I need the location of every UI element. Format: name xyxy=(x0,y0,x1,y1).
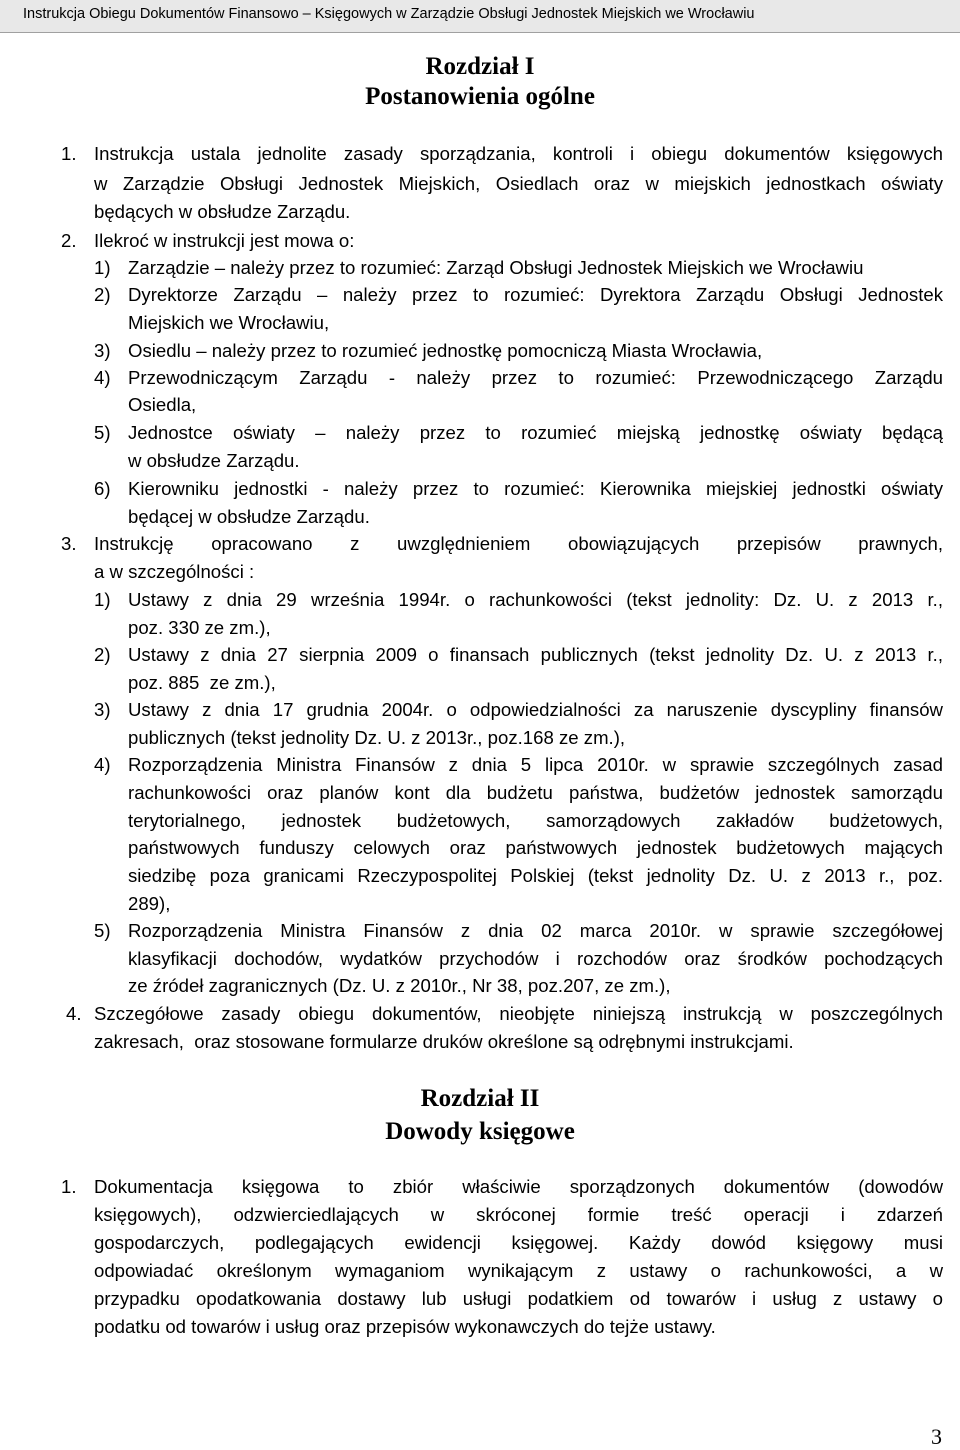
page-number: 3 xyxy=(931,1424,942,1449)
chapter-1-number: Rozdział I xyxy=(425,53,535,80)
list-item-line: Ustawy z dnia 27 sierpnia 2009 o finansach publicznych (tekst jednolity Dz. U. z 2013 r., xyxy=(128,644,943,665)
list-item-line: Rozporządzenia Ministra Finansów z dnia 5 lipca 2010r. w sprawie szczególnych zasad xyxy=(128,754,943,775)
paragraph-line: a w szczególności : xyxy=(94,561,255,582)
list-number: 3) xyxy=(94,340,111,361)
list-number: 1) xyxy=(94,257,111,278)
paragraph-line: Instrukcja ustala jednolite zasady sporządzania, kontroli i obiegu dokumentów księgowych xyxy=(94,143,943,164)
list-item-line: Dyrektorze Zarządu – należy przez to rozumieć: Dyrektora Zarządu Obsługi Jednostek xyxy=(128,284,943,305)
list-number: 4) xyxy=(94,367,111,388)
list-item-line: ze źródeł zagranicznych (Dz. U. z 2010r., Nr 38, poz.207, ze zm.), xyxy=(128,975,671,996)
list-number: 5) xyxy=(94,422,111,443)
paragraph-line: odpowiadać określonym wymaganiom wynikającym z ustawy o rachunkowości, a w xyxy=(94,1260,943,1281)
list-item-line: 289), xyxy=(128,893,171,914)
paragraph-line: Szczegółowe zasady obiegu dokumentów, nieobjęte niniejszą instrukcją w poszczególnych xyxy=(94,1003,943,1024)
chapter-1-title xyxy=(0,52,960,112)
list-item-line: siedzibę poza granicami Rzeczypospolitej Polskiej (tekst jednolity Dz. U. z 2013 r., poz. xyxy=(128,865,943,886)
chapter-2-title xyxy=(0,1082,960,1148)
chapter-1-name: Postanowienia ogólne xyxy=(365,83,595,110)
list-item-line: rachunkowości oraz planów kont dla budżetu państwa, budżetów jednostek samorządu xyxy=(128,782,943,803)
list-item-line: Kierowniku jednostki - należy przez to rozumieć: Kierownika miejskiej jednostki oświaty xyxy=(128,478,943,499)
paragraph-line: w Zarządzie Obsługi Jednostek Miejskich, Osiedlach oraz w miejskich jednostkach oświaty xyxy=(94,173,943,194)
list-item-line: będącej w obsłudze Zarządu. xyxy=(128,506,370,527)
list-number: 1) xyxy=(94,589,111,610)
section-number: 4. xyxy=(66,1003,82,1024)
paragraph-line: Ilekroć w instrukcji jest mowa o: xyxy=(94,230,355,251)
list-item-line: Rozporządzenia Ministra Finansów z dnia 02 marca 2010r. w sprawie szczegółowej xyxy=(128,920,943,941)
paragraph-line: będących w obsłudze Zarządu. xyxy=(94,201,351,222)
list-item-line: Ustawy z dnia 17 grudnia 2004r. o odpowiedzialności za naruszenie dyscypliny finansów xyxy=(128,699,943,720)
list-item-line: państwowych funduszy celowych oraz państwowych jednostek budżetowych mających xyxy=(128,837,943,858)
list-item-line: w obsłudze Zarządu. xyxy=(128,450,300,471)
paragraph-line: podatku od towarów i usług oraz przepisów wykonawczych do tejże ustawy. xyxy=(94,1316,716,1337)
list-item-line: publicznych (tekst jednolity Dz. U. z 2013r., poz.168 ze zm.), xyxy=(128,727,626,748)
paragraph-line: przypadku opodatkowania dostawy lub usługi podatkiem od towarów i usług z ustawy o xyxy=(94,1288,943,1309)
chapter-2-name: Dowody księgowe xyxy=(385,1118,575,1145)
list-number: 2) xyxy=(94,284,111,305)
list-item-line: Osiedlu – należy przez to rozumieć jednostkę pomocniczą Miasta Wrocławia, xyxy=(128,340,763,361)
section-number: 1. xyxy=(61,143,77,164)
list-item-line: Zarządzie – należy przez to rozumieć: Zarząd Obsługi Jednostek Miejskich we Wrocławiu xyxy=(128,257,864,278)
list-item-line: Miejskich we Wrocławiu, xyxy=(128,312,330,333)
list-item-line: Osiedla, xyxy=(128,394,197,415)
list-number: 3) xyxy=(94,699,111,720)
paragraph-line: gospodarczych, podlegających ewidencji księgowej. Każdy dowód księgowy musi xyxy=(94,1232,943,1253)
section-number: 1. xyxy=(61,1176,77,1197)
section-number: 3. xyxy=(61,533,77,554)
paragraph-line: zakresach, oraz stosowane formularze druków określone są odrębnymi instrukcjami. xyxy=(94,1031,794,1052)
paragraph-line: księgowych), odzwierciedlających w skróconej formie treść operacji i zdarzeń xyxy=(94,1204,943,1225)
chapter-2-number: Rozdział II xyxy=(420,1085,540,1112)
list-item-line: Jednostce oświaty – należy przez to rozumieć miejską jednostkę oświaty będącą xyxy=(128,422,943,443)
running-header: Instrukcja Obiegu Dokumentów Finansowo – Księgowych w Zarządzie Obsługi Jednostek Miejskich we Wrocławiu xyxy=(0,0,960,33)
list-item-line: Ustawy z dnia 29 września 1994r. o rachunkowości (tekst jednolity: Dz. U. z 2013 r., xyxy=(128,589,943,610)
list-item-line: klasyfikacji dochodów, wydatków przychodów i rozchodów oraz środków pochodzących xyxy=(128,948,943,969)
list-item-line: Przewodniczącym Zarządu - należy przez to rozumieć: Przewodniczącego Zarządu xyxy=(128,367,943,388)
list-number: 2) xyxy=(94,644,111,665)
list-item-line: poz. 330 ze zm.), xyxy=(128,617,271,638)
list-item-line: poz. 885 ze zm.), xyxy=(128,672,276,693)
paragraph-line: Instrukcję opracowano z uwzględnieniem obowiązujących przepisów prawnych, xyxy=(94,533,943,554)
list-number: 6) xyxy=(94,478,111,499)
section-number: 2. xyxy=(61,230,77,251)
paragraph-line: Dokumentacja księgowa to zbiór właściwie sporządzonych dokumentów (dowodów xyxy=(94,1176,943,1197)
list-number: 5) xyxy=(94,920,111,941)
list-item-line: terytorialnego, jednostek budżetowych, samorządowych zakładów budżetowych, xyxy=(128,810,943,831)
list-number: 4) xyxy=(94,754,111,775)
